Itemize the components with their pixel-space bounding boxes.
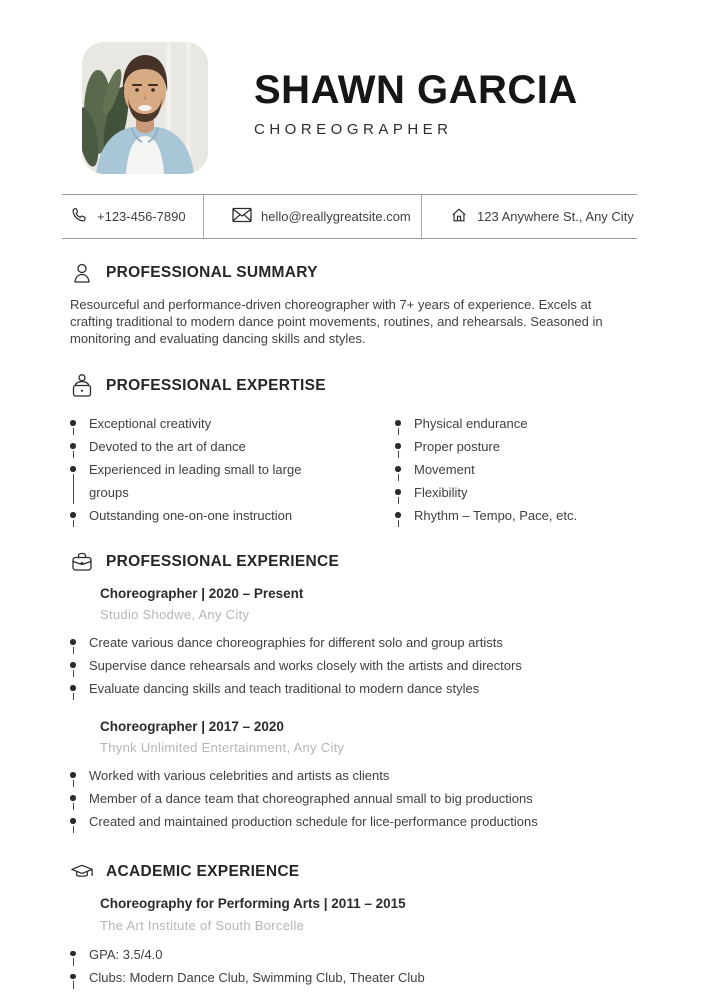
graduation-cap-icon <box>70 861 94 883</box>
email-address: hello@reallygreatsite.com <box>261 209 411 224</box>
list-item: Create various dance choreographies for different solo and group artists <box>70 631 637 654</box>
house-icon <box>450 206 468 227</box>
contact-email <box>203 195 421 238</box>
person-name: SHAWN GARCIA <box>254 68 578 112</box>
contact-bar <box>62 194 637 239</box>
profile-photo <box>82 42 208 174</box>
list-item: Movement <box>395 458 637 481</box>
list-item: Rhythm – Tempo, Pace, etc. <box>395 504 637 527</box>
summary-heading-row <box>70 261 637 285</box>
contact-address <box>421 195 637 238</box>
contact-phone <box>62 195 203 238</box>
job-title-heading: CHOREOGRAPHER <box>254 121 453 138</box>
header <box>70 0 637 174</box>
section-title: PROFESSIONAL SUMMARY <box>106 264 318 281</box>
phone-icon <box>70 206 88 227</box>
list-item: Outstanding one-on-one instruction <box>70 504 395 527</box>
list-item: Devoted to the art of dance <box>70 435 395 458</box>
section-academic-experience <box>70 861 637 988</box>
job-organization: Studio Shodwe, Any City <box>100 607 250 623</box>
list-item: Supervise dance rehearsals and works closely with the artists and directors <box>70 654 637 677</box>
section-professional-expertise <box>70 373 637 527</box>
academic-heading-row <box>70 861 637 883</box>
job-bullet-list <box>70 764 637 833</box>
education-bullet-list <box>70 943 637 989</box>
job-title: Choreographer | 2017 – 2020 <box>100 719 284 735</box>
briefcase-icon <box>70 551 94 573</box>
expertise-columns <box>70 412 637 527</box>
list-item: GPA: 3.5/4.0 <box>70 943 637 966</box>
phone-number: +123-456-7890 <box>97 209 186 224</box>
section-title: PROFESSIONAL EXPERIENCE <box>106 553 340 570</box>
list-item: Flexibility <box>395 481 637 504</box>
section-title: PROFESSIONAL EXPERTISE <box>106 377 326 394</box>
job-title: Choreographer | 2020 – Present <box>100 586 304 601</box>
expertise-list-right <box>395 412 637 527</box>
section-professional-experience <box>70 551 637 833</box>
list-item: Clubs: Modern Dance Club, Swimming Club, Theater Club <box>70 966 637 989</box>
list-item: Experienced in leading small to large groups <box>70 458 395 504</box>
summary-text: Resourceful and performance-driven choreographer with 7+ years of experience. Excels at crafting traditional to modern dance point movements, routines, and rehearsals. Seasoned in monitoring and evaluating dancing skills and styles. <box>70 297 603 346</box>
school-name: The Art Institute of South Borcelle <box>100 917 305 933</box>
expertise-list-left <box>70 412 395 527</box>
name-block <box>254 42 578 174</box>
job-organization: Thynk Unlimited Entertainment, Any City <box>100 740 345 756</box>
section-title: ACADEMIC EXPERIENCE <box>106 863 300 881</box>
experience-heading-row <box>70 551 637 573</box>
section-professional-summary <box>70 261 637 347</box>
list-item: Created and maintained production schedule for lice-performance productions <box>70 810 637 833</box>
list-item: Proper posture <box>395 435 637 458</box>
envelope-icon <box>232 207 252 226</box>
person-at-laptop-icon <box>70 373 94 399</box>
list-item: Member of a dance team that choreographed annual small to big productions <box>70 787 637 810</box>
job-entry <box>89 586 637 700</box>
list-item: Exceptional creativity <box>70 412 395 435</box>
list-item: Physical endurance <box>395 412 637 435</box>
list-item: Worked with various celebrities and artists as clients <box>70 764 637 787</box>
person-icon <box>70 261 94 285</box>
expertise-heading-row <box>70 373 637 399</box>
list-item: Evaluate dancing skills and teach traditional to modern dance styles <box>70 677 637 700</box>
education-entry <box>89 896 637 988</box>
degree-title: Choreography for Performing Arts | 2011 – 2015 <box>100 896 406 912</box>
street-address: 123 Anywhere St., Any City <box>477 209 634 224</box>
profile-photo-illustration <box>82 42 208 174</box>
job-entry <box>89 719 637 833</box>
job-bullet-list <box>70 631 637 700</box>
